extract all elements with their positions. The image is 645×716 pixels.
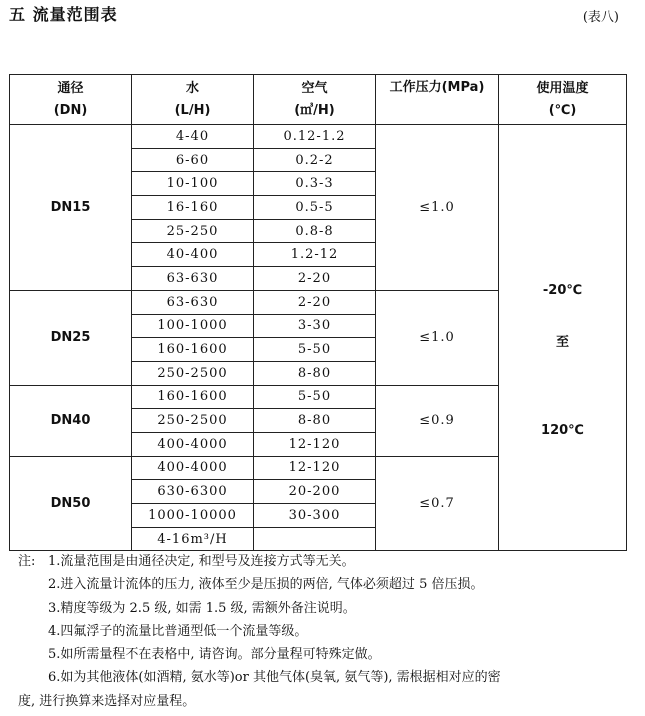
- air-cell: 0.3-3: [254, 172, 376, 196]
- air-cell: 2-20: [254, 267, 376, 291]
- header-air-line2: (㎥/H): [294, 102, 335, 118]
- water-cell: 1000-10000: [132, 504, 254, 528]
- water-cell: 63-630: [132, 267, 254, 291]
- air-cell: 0.12-1.2: [254, 125, 376, 149]
- note-item: 3.精度等级为 2.5 级, 如需 1.5 级, 需额外备注说明。: [48, 600, 356, 616]
- air-cell: 0.5-5: [254, 196, 376, 220]
- notes-prefix: 注:: [18, 554, 36, 569]
- air-cell: 5-50: [254, 385, 376, 409]
- table-row: [10, 125, 627, 149]
- temperature-cell: [499, 125, 627, 551]
- air-cell: 8-80: [254, 409, 376, 433]
- temperature-high: 120℃: [541, 423, 584, 438]
- temperature-low: -20℃: [542, 283, 583, 298]
- air-cell: 30-300: [254, 504, 376, 528]
- flow-range-table: [9, 74, 627, 551]
- air-cell: 1.2-12: [254, 243, 376, 267]
- air-cell: 12-120: [254, 456, 376, 480]
- water-cell: 10-100: [132, 172, 254, 196]
- header-temp-line2: (℃): [548, 102, 577, 118]
- water-cell: 4-40: [132, 125, 254, 149]
- table-header-row: [10, 75, 627, 125]
- header-water-line2: (L/H): [174, 102, 211, 118]
- air-cell: 12-120: [254, 432, 376, 456]
- header-water: [132, 75, 254, 125]
- header-temp-line1: 使用温度: [536, 80, 589, 96]
- header-pressure-line1: 工作压力(MPa): [389, 80, 485, 95]
- header-dn: [10, 75, 132, 125]
- note-item: 2.进入流量计流体的压力, 液体至少是压损的两倍, 气体必须超过 5 倍压损。: [48, 577, 484, 593]
- header-dn-line1: 通径: [57, 80, 84, 96]
- section-heading: 五 流量范围表: [9, 5, 118, 24]
- water-cell: 630-6300: [132, 480, 254, 504]
- header-air-line1: 空气: [301, 80, 328, 96]
- water-cell: 40-400: [132, 243, 254, 267]
- water-cell: 4-16m³/H: [132, 527, 254, 551]
- pressure-cell: ≤0.7: [376, 456, 499, 551]
- air-cell: 3-30: [254, 314, 376, 338]
- dn-cell: DN50: [10, 456, 132, 551]
- air-cell: 0.8-8: [254, 219, 376, 243]
- note-text: 1.流量范围是由通径决定, 和型号及连接方式等无关。: [48, 554, 355, 569]
- header-temp: [499, 75, 627, 125]
- note-item: 4.四氟浮子的流量比普通型低一个流量等级。: [48, 623, 308, 639]
- note-continuation: 度, 进行换算来选择对应量程。: [18, 693, 196, 709]
- header-pressure: [376, 75, 499, 125]
- air-cell: 2-20: [254, 290, 376, 314]
- note-item: 5.如所需量程不在表格中, 请咨询。部分量程可特殊定做。: [48, 647, 381, 663]
- air-cell: 0.2-2: [254, 148, 376, 172]
- water-cell: 400-4000: [132, 456, 254, 480]
- note-item: 6.如为其他液体(如酒精, 氨水等)or 其他气体(臭氧, 氨气等), 需根据相对应的密: [48, 670, 501, 686]
- water-cell: 250-2500: [132, 409, 254, 433]
- dn-cell: DN40: [10, 385, 132, 456]
- air-cell: 8-80: [254, 361, 376, 385]
- table-number: (表八): [582, 10, 619, 25]
- dn-cell: DN25: [10, 290, 132, 385]
- dn-cell: DN15: [10, 125, 132, 291]
- water-cell: 100-1000: [132, 314, 254, 338]
- note-item: [18, 550, 638, 573]
- water-cell: 63-630: [132, 290, 254, 314]
- air-cell: 20-200: [254, 480, 376, 504]
- notes-section: [18, 550, 638, 713]
- temperature-mid: 至: [555, 335, 569, 350]
- pressure-cell: ≤1.0: [376, 290, 499, 385]
- water-cell: 25-250: [132, 219, 254, 243]
- water-cell: 160-1600: [132, 385, 254, 409]
- water-cell: 16-160: [132, 196, 254, 220]
- water-cell: 250-2500: [132, 361, 254, 385]
- header-water-line1: 水: [185, 80, 199, 96]
- air-cell: [254, 527, 376, 551]
- water-cell: 160-1600: [132, 338, 254, 362]
- air-cell: 5-50: [254, 338, 376, 362]
- water-cell: 6-60: [132, 148, 254, 172]
- header-dn-line2: (DN): [53, 102, 88, 118]
- header-air: [254, 75, 376, 125]
- water-cell: 400-4000: [132, 432, 254, 456]
- pressure-cell: ≤1.0: [376, 125, 499, 291]
- pressure-cell: ≤0.9: [376, 385, 499, 456]
